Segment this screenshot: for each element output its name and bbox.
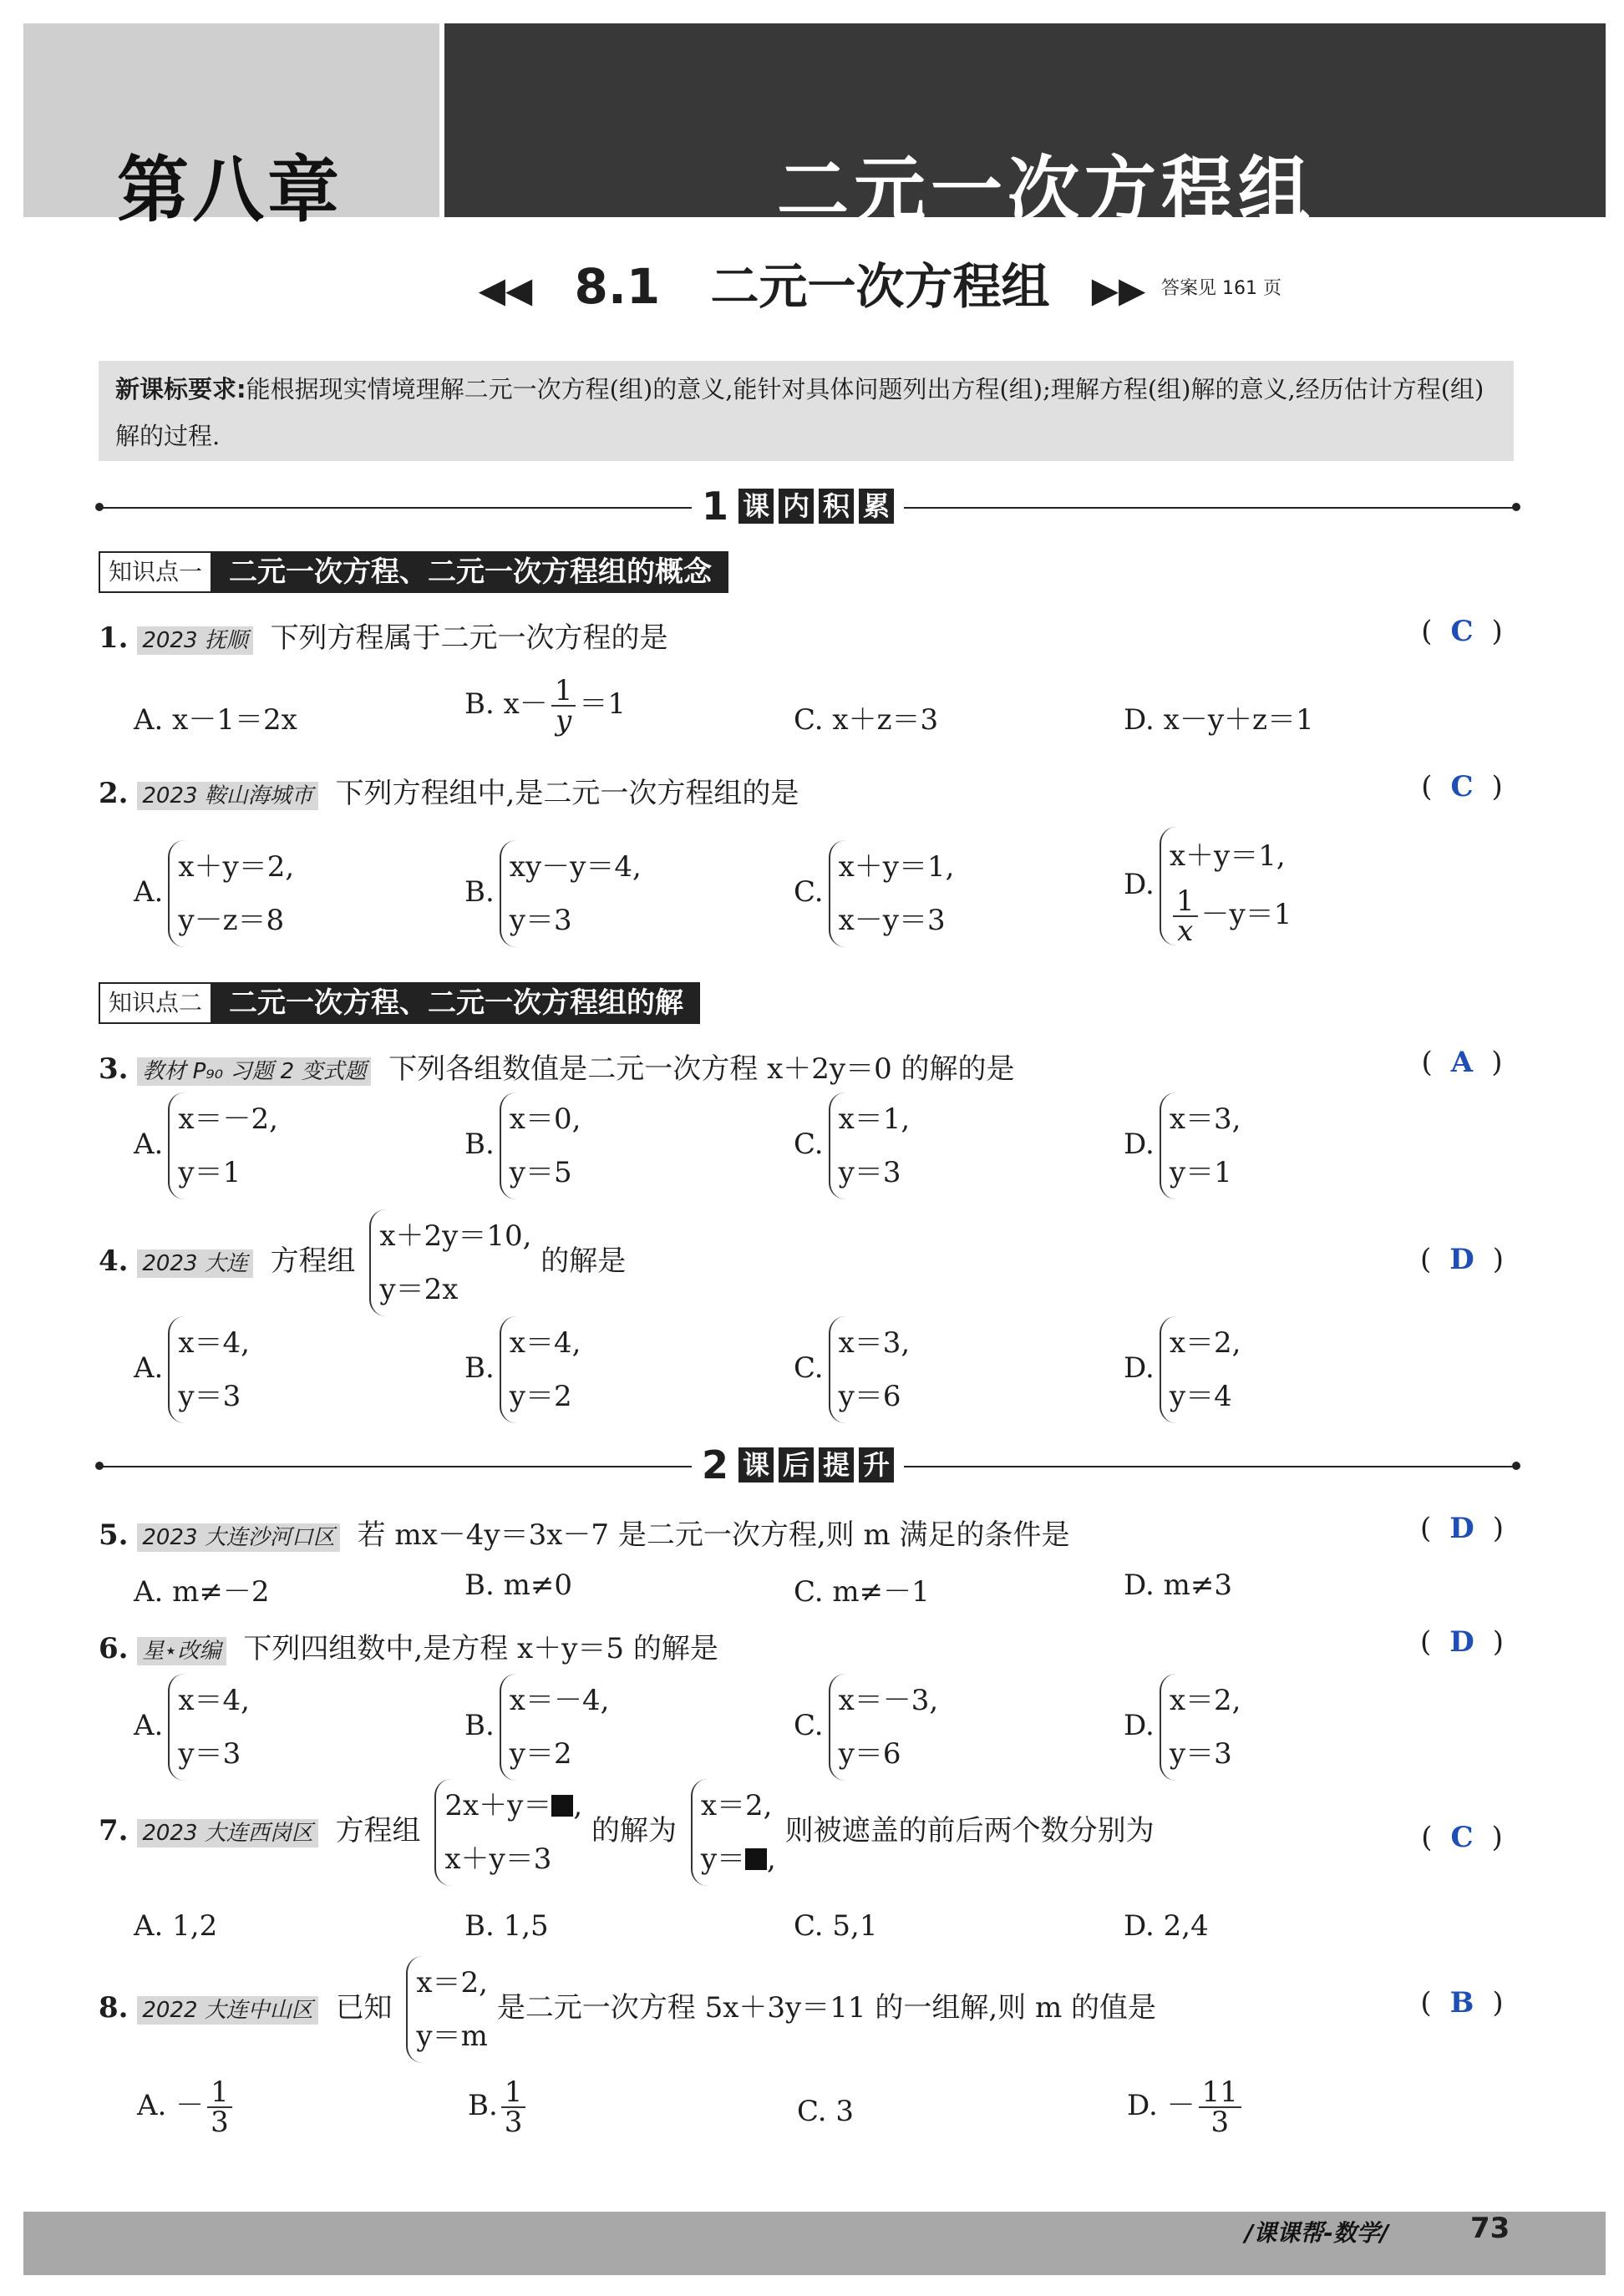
answer-4: ( D ) [1419, 1243, 1504, 1276]
question-source: 教材 P₉₀ 习题 2 变式题 [137, 1057, 371, 1086]
option-b: B. $\frac{1}{3}$ [468, 2078, 529, 2136]
part2-char: 升 [859, 1447, 894, 1483]
question-number: 4. [99, 1244, 129, 1278]
option-c: C.x＝1, y＝3 [794, 1092, 910, 1199]
knowledge-point-1 [99, 551, 728, 593]
question-number: 1. [99, 621, 129, 655]
answer-letter: C [1450, 1821, 1474, 1854]
option-b: B. 1,5 [464, 1909, 549, 1943]
option-b: B.xy－y＝4, y＝3 [464, 840, 642, 947]
requirement-text: 能根据现实情境理解二元一次方程(组)的意义,能针对具体问题列出方程(组);理解方程(组)解的意义,经历估计方程(组)解的过程. [115, 375, 1484, 450]
option-c: C. 3 [797, 2095, 855, 2128]
option-b: B. x－ $\frac{1}{y}$ ＝1 [464, 674, 627, 737]
question-1 [99, 615, 668, 656]
question-number: 8. [99, 1991, 129, 2025]
answer-6: ( D ) [1419, 1625, 1504, 1659]
question-5 [99, 1512, 1070, 1553]
option-d: D.x＋y＝1, $\frac{1}{x}$ －y＝1 [1124, 827, 1292, 945]
question-number: 5. [99, 1518, 129, 1552]
answer-reference: 答案见 161 页 [1161, 278, 1281, 299]
question-number: 3. [99, 1052, 129, 1086]
question-8: 8. 2022 大连中山区 已知 x＝2, y＝m 是二元一次方程 5x＋3y＝11 的一组解,则 m 的值是 [99, 1956, 1156, 2063]
question-number: 6. [99, 1632, 129, 1665]
right-arrows-icon: ▶▶ [1091, 269, 1146, 311]
question-4: 4. 2023 大连 方程组 x＋2y＝10, y＝2x 的解是 [99, 1209, 626, 1316]
section-number: 8.1 [574, 258, 661, 315]
question-text: 若 mx－4y＝3x－7 是二元一次方程,则 m 满足的条件是 [357, 1518, 1070, 1552]
option-d: D. m≠3 [1124, 1569, 1233, 1602]
kp-name: 二元一次方程、二元一次方程组的概念 [212, 551, 728, 593]
footer-label: /课课帮-数学/ [1245, 2219, 1389, 2247]
answer-letter: D [1449, 1512, 1474, 1545]
option-a: A.x＋y＝2, y－z＝8 [134, 840, 294, 947]
option-b: B.x＝4, y＝2 [464, 1316, 581, 1423]
question-source: 2023 大连西岗区 [137, 1819, 317, 1847]
question-source: 星⋆改编 [137, 1637, 226, 1665]
answer-letter: D [1449, 1625, 1474, 1659]
section-name: 二元一次方程组 [710, 258, 1050, 315]
option-d: D. － $\frac{11}{3}$ [1127, 2078, 1245, 2136]
question-text: 下列方程组中,是二元一次方程组的是 [335, 777, 799, 810]
option-a: A. － $\frac{1}{3}$ [137, 2078, 236, 2136]
option-c: C. m≠－1 [794, 1575, 930, 1609]
option-a: A. 1,2 [134, 1909, 218, 1943]
chapter-banner-left [23, 23, 439, 232]
question-text: 是二元一次方程 5x＋3y＝11 的一组解,则 m 的值是 [496, 1991, 1156, 2025]
question-text: 下列方程属于二元一次方程的是 [270, 621, 668, 655]
option-a: A. x－1＝2x [134, 703, 297, 737]
part1-char: 累 [859, 489, 894, 524]
option-a: A.x＝4, y＝3 [134, 1316, 250, 1423]
option-c: C.x＋y＝1, x－y＝3 [794, 840, 954, 947]
curriculum-requirement [99, 361, 1514, 461]
question-3 [99, 1046, 1015, 1087]
question-text: 方程组 [335, 1814, 421, 1847]
answer-7: ( C ) [1421, 1821, 1503, 1854]
part1-char: 内 [779, 489, 814, 524]
part2-number: 2 [702, 1442, 729, 1488]
option-d: D.x＝2, y＝4 [1124, 1316, 1241, 1423]
question-2 [99, 770, 799, 811]
option-b: B. m≠0 [464, 1569, 572, 1602]
question-number: 2. [99, 777, 129, 810]
part2-char: 后 [779, 1447, 814, 1483]
answer-8: ( B ) [1420, 1986, 1504, 2020]
option-c: C.x＝3, y＝6 [794, 1316, 910, 1423]
option-c: C. 5,1 [794, 1909, 878, 1943]
option-b: B.x＝0, y＝5 [464, 1092, 581, 1199]
question-source: 2023 鞍山海城市 [137, 782, 317, 810]
question-number: 7. [99, 1814, 129, 1847]
question-source: 2023 大连沙河口区 [137, 1523, 339, 1552]
answer-letter: C [1450, 615, 1474, 648]
page-number: 73 [1470, 2212, 1510, 2245]
part2-char: 课 [738, 1447, 774, 1483]
question-source: 2022 大连中山区 [137, 1996, 317, 2025]
answer-letter: D [1449, 1243, 1474, 1276]
part1-number: 1 [702, 484, 729, 529]
question-text: 方程组 [270, 1244, 356, 1278]
left-arrows-icon: ◀◀ [478, 269, 533, 311]
option-d: D.x＝2, y＝3 [1124, 1674, 1241, 1781]
answer-3: ( A ) [1421, 1046, 1503, 1079]
question-text: 下列各组数值是二元一次方程 x＋2y＝0 的解的是 [388, 1052, 1015, 1086]
option-d: D. 2,4 [1124, 1909, 1209, 1943]
covered-square-icon [551, 1795, 573, 1817]
covered-square-icon [745, 1848, 767, 1870]
question-text: 的解为 [591, 1814, 678, 1847]
question-source: 2023 大连 [137, 1249, 252, 1278]
part2-divider [99, 1442, 1517, 1492]
kp-tag: 知识点一 [99, 551, 212, 593]
question-6 [99, 1625, 718, 1666]
section-title [0, 247, 1624, 317]
option-a: A.x＝4, y＝3 [134, 1674, 250, 1781]
option-b: B.x＝－4, y＝2 [464, 1674, 609, 1781]
part1-char: 积 [819, 489, 854, 524]
question-text: 则被遮盖的前后两个数分别为 [784, 1814, 1155, 1847]
question-text: 的解是 [540, 1244, 627, 1278]
part2-char: 提 [819, 1447, 854, 1483]
knowledge-point-2 [99, 982, 700, 1024]
question-source: 2023 抚顺 [137, 626, 252, 655]
question-text: 下列四组数中,是方程 x＋y＝5 的解是 [243, 1632, 718, 1665]
answer-2: ( C ) [1421, 770, 1503, 803]
chapter-number: 第八章 [117, 149, 343, 232]
kp-tag: 知识点二 [99, 982, 212, 1024]
kp-name: 二元一次方程、二元一次方程组的解 [212, 982, 700, 1024]
option-c: C. x＋z＝3 [794, 703, 939, 737]
answer-letter: A [1450, 1046, 1474, 1079]
chapter-title: 二元一次方程组 [777, 149, 1315, 232]
option-d: D. x－y＋z＝1 [1124, 703, 1314, 737]
answer-letter: C [1450, 770, 1474, 803]
answer-letter: B [1449, 1986, 1474, 2020]
chapter-banner-right [444, 23, 1606, 232]
option-c: C.x＝－3, y＝6 [794, 1674, 938, 1781]
part1-char: 课 [738, 489, 774, 524]
question-text: 已知 [335, 1991, 393, 2025]
option-a: A.x＝－2, y＝1 [134, 1092, 278, 1199]
part1-divider [99, 483, 1517, 533]
answer-1: ( C ) [1421, 615, 1503, 648]
option-d: D.x＝3, y＝1 [1124, 1092, 1241, 1199]
requirement-label: 新课标要求: [115, 375, 246, 403]
option-a: A. m≠－2 [134, 1575, 270, 1609]
answer-5: ( D ) [1419, 1512, 1504, 1545]
question-7: 7. 2023 大连西岗区 方程组 2x＋y＝ , x＋y＝3 的解为 x＝2, y＝ , 则被遮盖的前后两个数分别为 [99, 1779, 1155, 1886]
